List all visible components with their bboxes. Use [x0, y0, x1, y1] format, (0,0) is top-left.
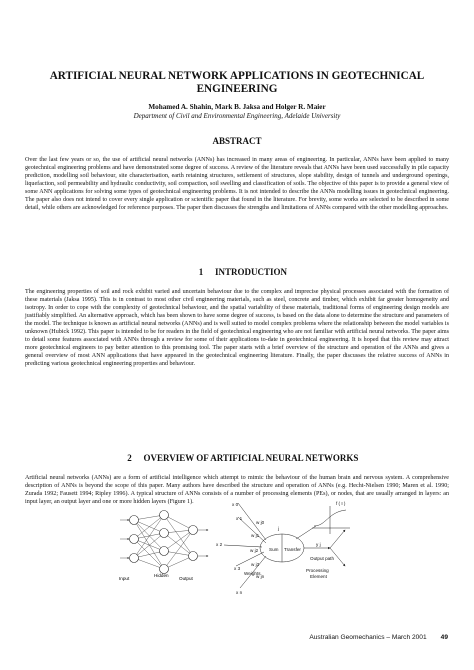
label-w0: w j0: [256, 520, 265, 525]
input-hidden-connections: [134, 515, 164, 569]
hidden-output-connections: [164, 515, 193, 569]
section-2-text: Artificial neural networks (ANNs) are a form of artificial intelligence which attempt to mimic the behaviour of the human brain and nervous system. A comprehensive description of ANNs is beyond the scope of this paper. Many authors have described the structure and operation of ANNs (e.g. Hecht-Nielsen 1990; Maren et al. 1990; Zurada 1992; Fausett 1994; Ripley 1996). A typical structure of ANNs consists of a number of processing elements (PEs), or nodes, that are usually arranged in layers: an input layer, an output layer and one or more hidden layers (Figure 1).: [25, 475, 449, 505]
input-node-3: [130, 554, 139, 563]
label-weights: Weights: [244, 571, 261, 576]
label-x1: x 1: [236, 516, 243, 521]
authors: Mohamed A. Shahin, Mark B. Jaksa and Holger R. Maier: [148, 103, 326, 111]
transfer-pointer: [296, 526, 316, 539]
input-line-2: [224, 545, 262, 547]
label-j: j: [278, 526, 280, 531]
affiliation: Department of Civil and Environmental Engineering, Adelaide University: [133, 112, 341, 120]
page-footer: [309, 634, 448, 641]
section-1-text: The engineering properties of soil and rock exhibit varied and uncertain behaviour due to the complex and imprecise physical processes associated with the formation of these materials (Jaksa 1995). This is in contrast to most other civil engineering materials, such as steel, concrete and timber, which exhibit far greater homogeneity and isotropy. In order to cope with the complexity of geotechnical behaviour, and the spatial variability of these materials, traditional forms of engineering design models are justifiably simplified. An alternative approach, which has been shown to have some degree of success, is based on the data alone to determine the structure and parameters of the model. The technique is known as artificial neural networks (ANNs) and is well suited to model complex problems where the relationship between the model variables is unknown (Hubick 1992). This paper is intended to be for readers in the field of geotechnical engineering who are not familiar with artificial neural networks. The paper aims to detail some features associated with ANNs through a review for some of their applications to-date in geotechnical engineering. It is hoped that this review may attract more geotechnical engineers to pay better attention to this promising tool. The paper starts with a brief overview of the structure and operation of the ANNs and gives a general overview of most ANN applications that have appeared in the geotechnical engineering literature. Finally, the paper discusses the relative success of ANNs in predicting various geotechnical engineering properties and behaviour.: [25, 289, 449, 367]
label-x3: x 3: [234, 566, 241, 571]
section-2-number: 2: [127, 453, 132, 463]
label-processing: Processing: [306, 568, 329, 573]
processing-element-diagram: [224, 503, 350, 588]
paper-title-line2: ENGINEERING: [196, 83, 278, 95]
label-input: Input: [119, 576, 130, 581]
abstract-heading: ABSTRACT: [212, 136, 262, 146]
label-transfer-function: f ( I ): [336, 501, 346, 506]
label-transfer: Transfer: [284, 547, 301, 552]
input-node-1: [130, 516, 139, 525]
label-xn: x n: [236, 590, 243, 595]
section-1-title: INTRODUCTION: [214, 267, 287, 277]
label-output: Output: [179, 576, 193, 581]
label-yj: y j: [316, 542, 321, 547]
input-node-2: [130, 535, 139, 544]
label-output-path: Output path: [310, 556, 335, 561]
output-node-2: [189, 552, 198, 561]
page-number: 49: [440, 634, 448, 641]
label-element: Element: [310, 574, 327, 579]
hidden-node-3: [160, 547, 169, 556]
label-x2: x 2: [216, 542, 223, 547]
section-2-title: OVERVIEW OF ARTIFICIAL NEURAL NETWORKS: [143, 453, 359, 463]
label-w3: w j3: [251, 562, 260, 567]
hidden-node-2: [160, 529, 169, 538]
label-hidden: Hidden: [154, 573, 169, 578]
section-1-number: 1: [198, 267, 204, 277]
hidden-node-1: [160, 511, 169, 520]
abstract-text: Over the last few years or so, the use of artificial neural networks (ANNs) has increased in many areas of engineering. In particular, ANNs have been applied to many geotechnical engineering problems and have demonstrated some degree of success. A review of the literature reveals that ANNs have been used successfully in pile capacity prediction, modelling soil behaviour, site characterisation, earth retaining structures, settlement of structures, slope stability, design of tunnels and underground openings, liquefaction, soil permeability and hydraulic conductivity, soil compaction, soil swelling and classification of soils. The objective of this paper is to provide a general view of some ANN applications for solving some types of geotechnical engineering problems. It is not intended to describe the ANNs modelling issues in geotechnical engineering. The paper also does not intend to cover every single application or scientific paper that found in the literature. For brevity, some works are selected to be described in some detail, while others are acknowledged for reference purposes. The paper then discusses the strengths and limitations of ANNs compared with the other modelling approaches.: [25, 157, 449, 211]
label-sum: Sum: [269, 547, 279, 552]
paper-title-line1: ARTIFICIAL NEURAL NETWORK APPLICATIONS IN GEOTECHNICAL: [49, 70, 425, 82]
output-branch-1: [330, 530, 345, 548]
output-node-1: [189, 526, 198, 535]
label-w2: w j2: [250, 548, 259, 553]
label-w1: w j1: [251, 533, 260, 538]
label-x0: x 0: [232, 502, 239, 507]
footer-journal: Australian Geomechanics – March 2001: [309, 634, 427, 641]
label-wn: w jn: [256, 574, 265, 579]
